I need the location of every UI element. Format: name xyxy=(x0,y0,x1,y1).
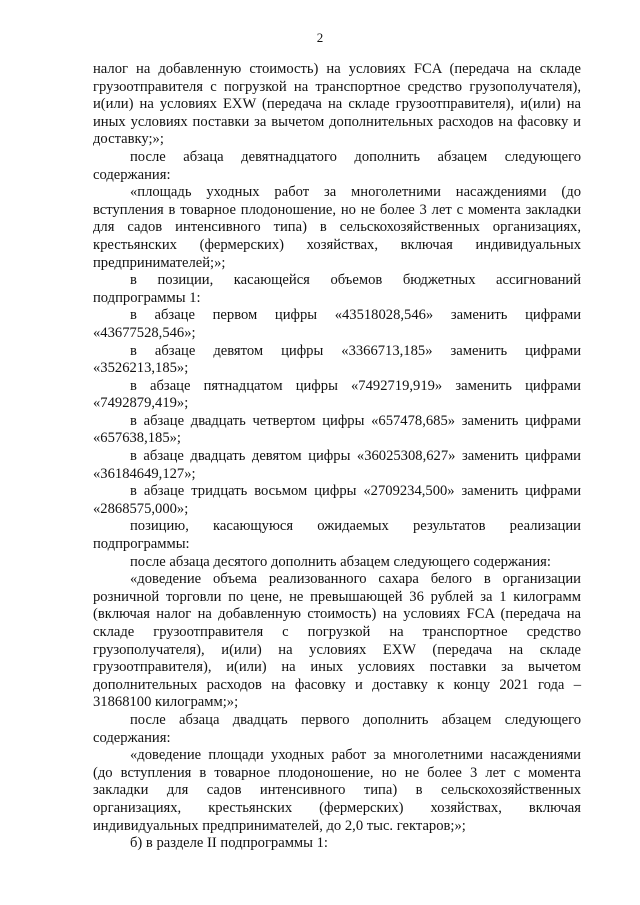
page-number: 2 xyxy=(316,30,324,45)
paragraph-12: после абзаца десятого дополнить абзацем следующего содержания: xyxy=(130,553,551,570)
paragraph-10: в абзаце тридцать восьмом цифры «2709234,500» заменить цифрами «2868575,000»; xyxy=(93,483,581,517)
paragraph-13: «доведение объема реализованного сахара белого в организации розничной торговли по цене, не превышающей 36 рублей за 1 килограмм (включая налог на добавленную стоимость) на условиях FCA (передача на складе грузоотправителя с погрузкой на транспортное средство грузополучателя), и(или) на условиях EXW (передача на складе грузоотправителя), и(или) на иных условиях поставки за вычетом дополнительных расходов на фасовку и доставку к концу 2021 года – 31868100 килограмм;»; xyxy=(93,571,581,711)
paragraph-16: б) в разделе II подпрограммы 1: xyxy=(130,835,328,852)
paragraph-7: в абзаце пятнадцатом цифры «7492719,919» заменить цифрами «7492879,419»; xyxy=(93,377,581,412)
paragraph-9: в абзаце двадцать девятом цифры «36025308,627» заменить цифрами «36184649,127»; xyxy=(93,448,581,482)
paragraph-5: в абзаце первом цифры «43518028,546» заменить цифрами «43677528,546»; xyxy=(93,307,581,341)
document-body xyxy=(93,61,581,853)
paragraph-15: «доведение площади уходных работ за многолетними насаждениями (до вступления в товарное плодоношение, но не более 3 лет с момента закладки для садов интенсивного типа) в сельскохозяйственных организациях, крестьянских (фермерских) хозяйствах, включая индивидуальных предпринимателей, до 2,0 тыс. гектаров;»; xyxy=(93,747,581,834)
paragraph-14: после абзаца двадцать первого дополнить абзацем следующего содержания: xyxy=(93,711,581,746)
paragraph-4: в позиции, касающейся объемов бюджетных ассигнований подпрограммы 1: xyxy=(93,272,581,306)
paragraph-11: позицию, касающуюся ожидаемых результатов реализации подпрограммы: xyxy=(93,518,581,553)
paragraph-6: в абзаце девятом цифры «3366713,185» заменить цифрами «3526213,185»; xyxy=(93,342,581,377)
paragraph-1: налог на добавленную стоимость) на условиях FCA (передача на складе грузоотправителя с погрузкой на транспортное средство грузополучателя), и(или) на условиях EXW (передача на складе грузоотправителя), и(или) на иных условиях поставки за вычетом дополнительных расходов на фасовку и доставку;»; xyxy=(93,61,581,148)
paragraph-3: «площадь уходных работ за многолетними насаждениями (до вступления в товарное плодоношение, но не более 3 лет с момента закладки для садов интенсивного типа) в сельскохозяйственных организациях, крестьянских (фермерских) хозяйствах, включая индивидуальных предпринимателей;»; xyxy=(93,184,581,271)
paragraph-8: в абзаце двадцать четвертом цифры «657478,685» заменить цифрами «657638,185»; xyxy=(93,412,581,447)
paragraph-2: после абзаца девятнадцатого дополнить абзацем следующего содержания: xyxy=(93,148,581,183)
